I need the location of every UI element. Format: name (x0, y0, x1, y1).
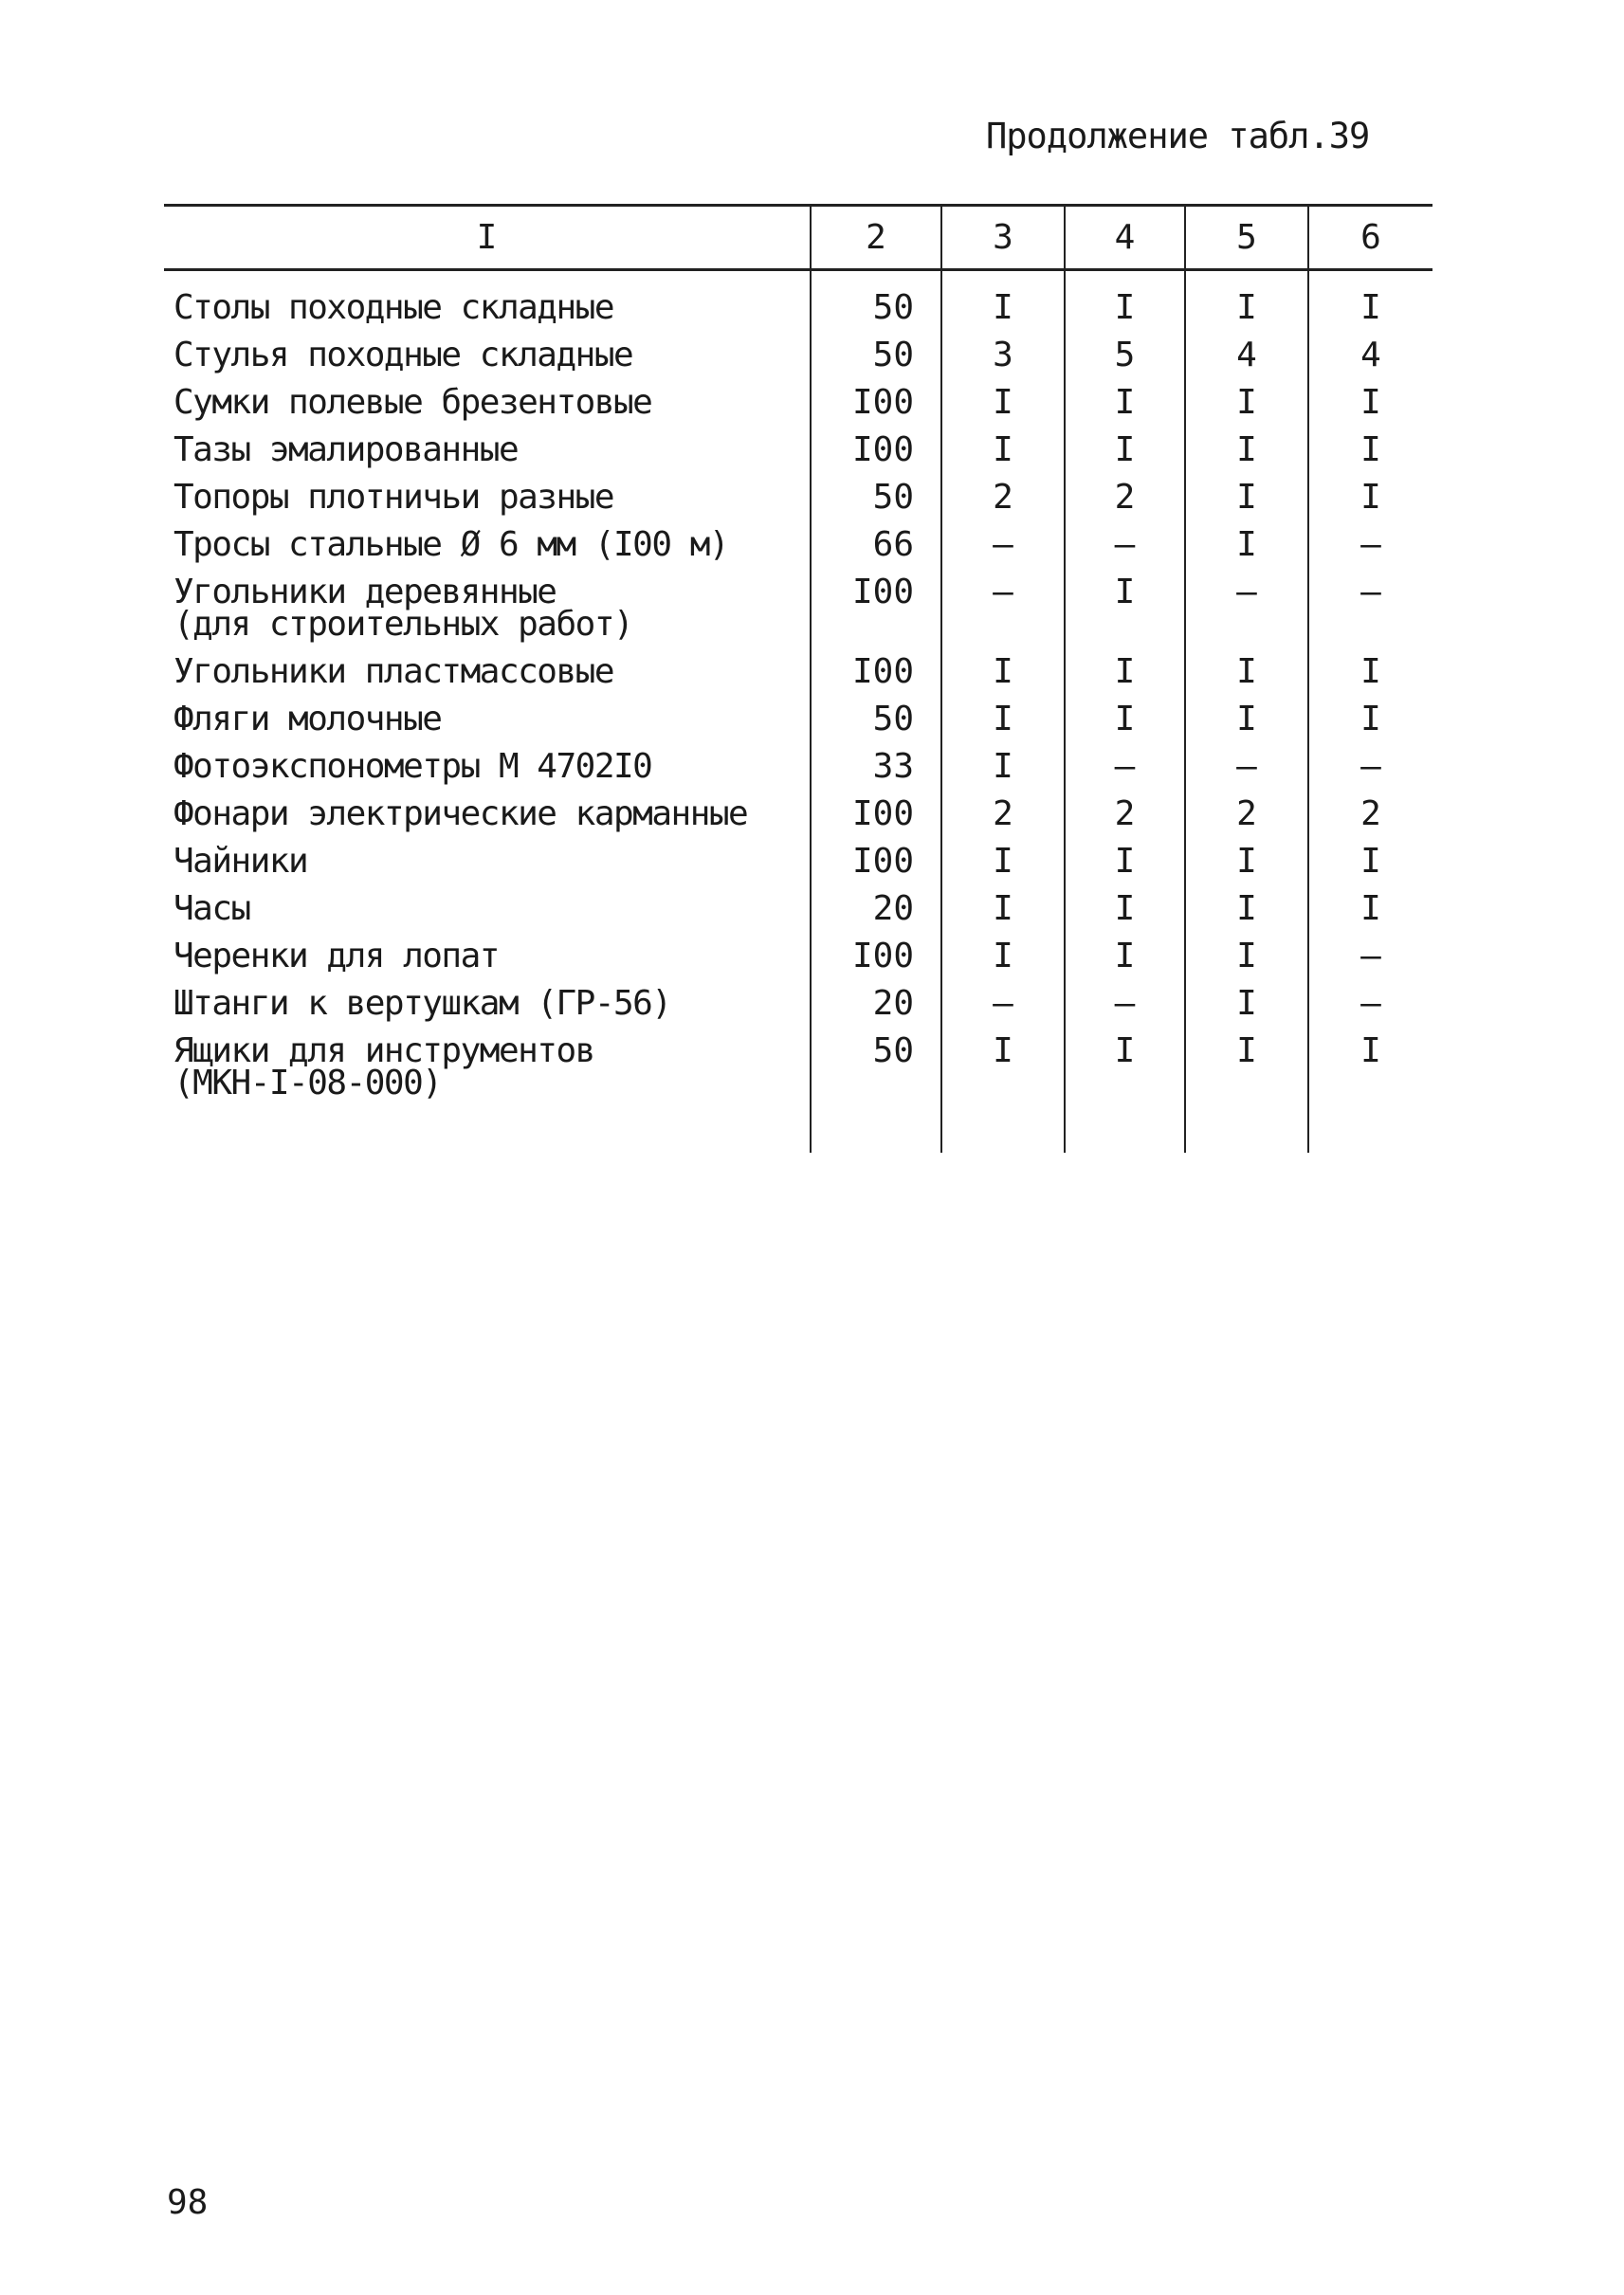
value-cell-col-6: – (1308, 529, 1432, 576)
value-cell-col-6: I (1308, 656, 1432, 703)
table-row (164, 798, 1432, 846)
equipment-table (164, 204, 1432, 1153)
header-col-2: 2 (811, 206, 941, 270)
item-name-cell: Стулья походные складные (173, 336, 633, 374)
item-name-cell: Угольники деревянные (для строительных работ) (173, 573, 633, 644)
page-number: 98 (167, 2183, 209, 2222)
header-col-3: 3 (941, 206, 1065, 270)
value-cell-col-3: I (941, 656, 1065, 703)
value-cell-col-6: – (1308, 751, 1432, 798)
item-name-cell: Черенки для лопат (173, 937, 499, 975)
value-cell-col-6: 4 (1308, 339, 1432, 387)
empty-cell (164, 1115, 811, 1153)
value-cell-col-4: I (1065, 270, 1185, 340)
value-cell-col-2: I00 (811, 656, 941, 703)
item-name-cell: Фонари электрические карманные (173, 794, 748, 833)
value-cell-col-2: I00 (811, 434, 941, 482)
value-cell-col-5: 2 (1185, 798, 1308, 846)
value-cell-col-2: I00 (811, 387, 941, 434)
value-cell-col-4: I (1065, 1035, 1185, 1115)
item-name-cell: Сумки полевые брезентовые (173, 383, 652, 422)
table-row (164, 576, 1432, 656)
table-body (164, 270, 1432, 1154)
header-col-6: 6 (1308, 206, 1432, 270)
value-cell-col-2: 50 (811, 703, 941, 751)
value-cell-col-5: 4 (1185, 339, 1308, 387)
value-cell-col-2: I00 (811, 798, 941, 846)
item-name-cell: Столы походные складные (173, 288, 613, 327)
value-cell-col-2: I00 (811, 576, 941, 656)
item-name-cell: Угольники пластмассовые (173, 652, 613, 691)
value-cell-col-6: 2 (1308, 798, 1432, 846)
item-name-cell: Фотоэкспонометры М 4702I0 (173, 747, 652, 786)
header-col-4: 4 (1065, 206, 1185, 270)
table-row (164, 387, 1432, 434)
item-name-cell: Фляги молочные (173, 700, 442, 738)
value-cell-col-5: I (1185, 387, 1308, 434)
value-cell-col-3: 2 (941, 798, 1065, 846)
value-cell-col-3: I (941, 846, 1065, 893)
value-cell-col-6: I (1308, 387, 1432, 434)
value-cell-col-3: I (941, 940, 1065, 988)
value-cell-col-4: I (1065, 576, 1185, 656)
value-cell-col-5: – (1185, 576, 1308, 656)
value-cell-col-4: – (1065, 751, 1185, 798)
value-cell-col-2: 50 (811, 339, 941, 387)
value-cell-col-2: 50 (811, 1035, 941, 1115)
value-cell-col-6: – (1308, 576, 1432, 656)
value-cell-col-2: 66 (811, 529, 941, 576)
value-cell-col-3: 3 (941, 339, 1065, 387)
value-cell-col-3: I (941, 751, 1065, 798)
empty-cell (1308, 1115, 1432, 1153)
value-cell-col-4: – (1065, 529, 1185, 576)
value-cell-col-6: – (1308, 940, 1432, 988)
empty-cell (941, 1115, 1065, 1153)
header-col-1: I (164, 206, 811, 270)
table-row (164, 1035, 1432, 1115)
table-tail-row (164, 1115, 1432, 1153)
value-cell-col-2: 33 (811, 751, 941, 798)
value-cell-col-4: I (1065, 940, 1185, 988)
table-row (164, 434, 1432, 482)
value-cell-col-6: I (1308, 270, 1432, 340)
value-cell-col-6: I (1308, 893, 1432, 940)
value-cell-col-6: I (1308, 482, 1432, 529)
value-cell-col-3: I (941, 1035, 1065, 1115)
table-row (164, 893, 1432, 940)
item-name-cell: Чайники (173, 842, 308, 881)
value-cell-col-5: I (1185, 270, 1308, 340)
value-cell-col-6: I (1308, 434, 1432, 482)
value-cell-col-4: – (1065, 988, 1185, 1035)
table-row (164, 703, 1432, 751)
value-cell-col-2: I00 (811, 940, 941, 988)
value-cell-col-5: I (1185, 703, 1308, 751)
value-cell-col-4: 5 (1065, 339, 1185, 387)
value-cell-col-2: 20 (811, 893, 941, 940)
empty-cell (811, 1115, 941, 1153)
value-cell-col-4: I (1065, 893, 1185, 940)
table-row (164, 751, 1432, 798)
value-cell-col-6: I (1308, 846, 1432, 893)
value-cell-col-3: – (941, 988, 1065, 1035)
value-cell-col-5: I (1185, 482, 1308, 529)
table-row (164, 846, 1432, 893)
value-cell-col-5: I (1185, 656, 1308, 703)
value-cell-col-3: – (941, 529, 1065, 576)
value-cell-col-3: – (941, 576, 1065, 656)
header-col-5: 5 (1185, 206, 1308, 270)
empty-cell (1185, 1115, 1308, 1153)
value-cell-col-4: 2 (1065, 798, 1185, 846)
value-cell-col-6: I (1308, 703, 1432, 751)
value-cell-col-5: I (1185, 1035, 1308, 1115)
value-cell-col-2: I00 (811, 846, 941, 893)
value-cell-col-5: I (1185, 893, 1308, 940)
value-cell-col-4: I (1065, 703, 1185, 751)
header-row (164, 206, 1432, 270)
table-caption: Продолжение табл.39 (986, 116, 1370, 156)
value-cell-col-3: I (941, 270, 1065, 340)
table-row (164, 270, 1432, 340)
value-cell-col-3: I (941, 893, 1065, 940)
value-cell-col-6: I (1308, 1035, 1432, 1115)
table-row (164, 988, 1432, 1035)
value-cell-col-5: – (1185, 751, 1308, 798)
value-cell-col-2: 50 (811, 270, 941, 340)
value-cell-col-2: 20 (811, 988, 941, 1035)
table-row (164, 656, 1432, 703)
table-row (164, 339, 1432, 387)
table-row (164, 940, 1432, 988)
value-cell-col-5: I (1185, 846, 1308, 893)
value-cell-col-5: I (1185, 529, 1308, 576)
value-cell-col-2: 50 (811, 482, 941, 529)
value-cell-col-4: I (1065, 846, 1185, 893)
value-cell-col-3: I (941, 434, 1065, 482)
item-name-cell: Часы (173, 889, 250, 928)
item-name-cell: Топоры плотничьи разные (173, 478, 613, 517)
value-cell-col-5: I (1185, 434, 1308, 482)
item-name-cell: Штанги к вертушкам (ГР-56) (173, 984, 671, 1023)
empty-cell (1065, 1115, 1185, 1153)
value-cell-col-3: I (941, 703, 1065, 751)
value-cell-col-6: – (1308, 988, 1432, 1035)
value-cell-col-5: I (1185, 988, 1308, 1035)
value-cell-col-5: I (1185, 940, 1308, 988)
item-name-cell: Тазы эмалированные (173, 430, 519, 469)
table-row (164, 482, 1432, 529)
value-cell-col-4: 2 (1065, 482, 1185, 529)
value-cell-col-3: I (941, 387, 1065, 434)
value-cell-col-4: I (1065, 387, 1185, 434)
table-row (164, 529, 1432, 576)
item-name-cell: Тросы стальные Ø 6 мм (I00 м) (173, 525, 729, 564)
table-header (164, 206, 1432, 270)
value-cell-col-3: 2 (941, 482, 1065, 529)
value-cell-col-4: I (1065, 656, 1185, 703)
value-cell-col-4: I (1065, 434, 1185, 482)
item-name-cell: Ящики для инструментов (МКН-I-08-000) (173, 1031, 594, 1102)
